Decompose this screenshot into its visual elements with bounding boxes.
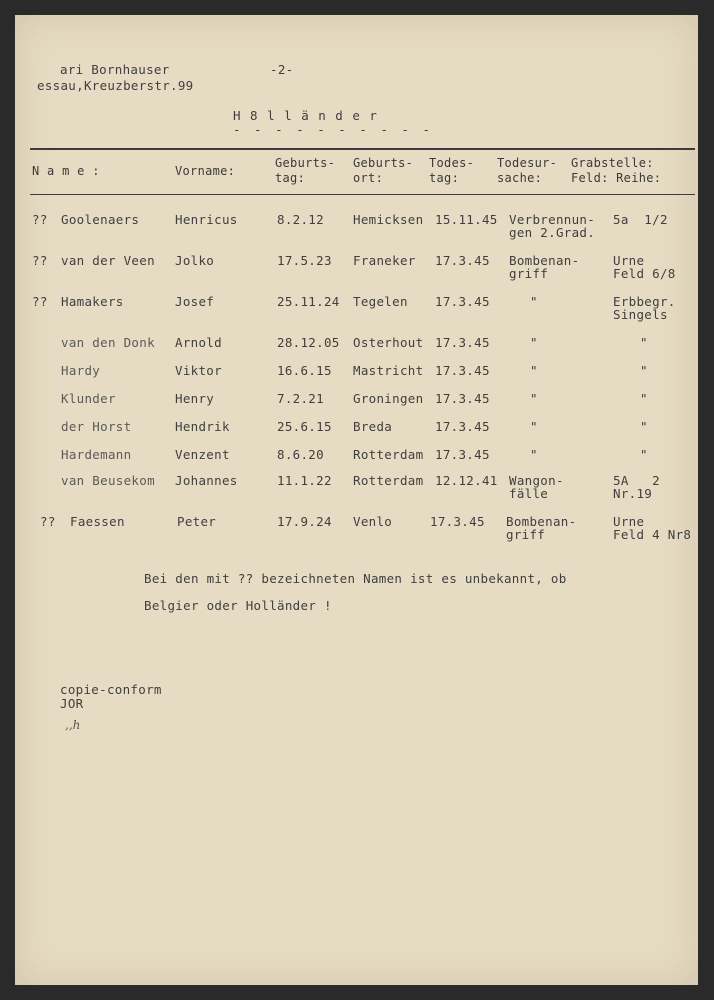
- cell-vorname: Arnold: [175, 335, 222, 350]
- cell-geburtsort: Rotterdam: [353, 447, 424, 462]
- cell-grab: 5A 2 Nr.19: [613, 473, 660, 501]
- cell-grab: Urne Feld 6/8: [613, 253, 676, 281]
- cell-name: van Beusekom: [61, 473, 155, 488]
- cell-grab: 5a 1/2: [613, 212, 668, 227]
- cell-mark: ??: [32, 294, 48, 309]
- cell-ursache: ": [530, 335, 538, 350]
- column-header-grabstelle: Grabstelle: Feld: Reihe:: [571, 156, 662, 185]
- initials: JOR: [60, 696, 84, 711]
- cell-todestag: 12.12.41: [435, 473, 498, 488]
- cell-vorname: Josef: [175, 294, 215, 309]
- cell-todestag: 17.3.45: [435, 335, 490, 350]
- cell-geburtsort: Hemicksen: [353, 212, 424, 227]
- cell-geburtsort: Franeker: [353, 253, 416, 268]
- column-header-vorname: Vorname:: [175, 164, 236, 178]
- cell-todestag: 17.3.45: [430, 514, 485, 529]
- cell-ursache: ": [530, 363, 538, 378]
- column-header-todesursache: Todesur- sache:: [497, 156, 558, 185]
- cell-geburtstag: 16.6.15: [277, 363, 332, 378]
- cell-name: Hardemann: [61, 447, 132, 462]
- copy-conform-line: copie-conform: [60, 682, 162, 697]
- cell-ursache: ": [530, 391, 538, 406]
- cell-todestag: 17.3.45: [435, 447, 490, 462]
- cell-todestag: 17.3.45: [435, 294, 490, 309]
- section-title-underline: - - - - - - - - - -: [233, 122, 433, 137]
- cell-name: Faessen: [70, 514, 125, 529]
- cell-name: van den Donk: [61, 335, 155, 350]
- cell-grab: ": [640, 363, 648, 378]
- cell-ursache: ": [530, 447, 538, 462]
- cell-geburtstag: 28.12.05: [277, 335, 340, 350]
- cell-geburtsort: Venlo: [353, 514, 393, 529]
- cell-grab: ": [640, 419, 648, 434]
- cell-vorname: Viktor: [175, 363, 222, 378]
- cell-name: van der Veen: [61, 253, 155, 268]
- cell-geburtstag: 25.6.15: [277, 419, 332, 434]
- sender-address: essau,Kreuzberstr.99: [37, 78, 194, 93]
- column-header-name: N a m e :: [32, 164, 100, 178]
- cell-geburtstag: 11.1.22: [277, 473, 332, 488]
- cell-geburtstag: 8.2.12: [277, 212, 324, 227]
- cell-todestag: 17.3.45: [435, 363, 490, 378]
- cell-mark: ??: [32, 212, 48, 227]
- cell-todestag: 17.3.45: [435, 419, 490, 434]
- cell-geburtstag: 7.2.21: [277, 391, 324, 406]
- cell-name: Hamakers: [61, 294, 124, 309]
- cell-geburtstag: 8.6.20: [277, 447, 324, 462]
- cell-geburtstag: 25.11.24: [277, 294, 340, 309]
- cell-geburtstag: 17.5.23: [277, 253, 332, 268]
- document-page: [15, 15, 698, 985]
- cell-mark: ??: [40, 514, 56, 529]
- cell-mark: ??: [32, 253, 48, 268]
- cell-grab: Erbbegr. Singels: [613, 294, 676, 322]
- column-header-geburtstag: Geburts- tag:: [275, 156, 336, 185]
- cell-vorname: Henry: [175, 391, 215, 406]
- table-top-rule: [30, 148, 695, 150]
- note-line-1: Bei den mit ?? bezeichneten Namen ist es unbekannt, ob: [144, 571, 567, 586]
- column-header-geburtsort: Geburts- ort:: [353, 156, 414, 185]
- cell-vorname: Venzent: [175, 447, 230, 462]
- cell-ursache: Wangon- fälle: [509, 473, 564, 501]
- cell-name: der Horst: [61, 419, 132, 434]
- cell-vorname: Jolko: [175, 253, 215, 268]
- table-header-rule: [30, 194, 695, 195]
- cell-todestag: 17.3.45: [435, 253, 490, 268]
- note-line-2: Belgier oder Holländer !: [144, 598, 332, 613]
- cell-ursache: Verbrennun- gen 2.Grad.: [509, 212, 596, 240]
- cell-grab: ": [640, 447, 648, 462]
- cell-ursache: Bombenan- griff: [506, 514, 577, 542]
- cell-geburtsort: Tegelen: [353, 294, 408, 309]
- cell-vorname: Hendrik: [175, 419, 230, 434]
- cell-vorname: Henricus: [175, 212, 238, 227]
- sender-name: ari Bornhauser: [60, 62, 170, 77]
- cell-name: Hardy: [61, 363, 101, 378]
- cell-geburtsort: Breda: [353, 419, 393, 434]
- cell-grab: ": [640, 335, 648, 350]
- cell-vorname: Peter: [177, 514, 217, 529]
- cell-todestag: 15.11.45: [435, 212, 498, 227]
- cell-grab: ": [640, 391, 648, 406]
- cell-geburtsort: Groningen: [353, 391, 424, 406]
- section-title: H 8 l l ä n d e r: [233, 108, 378, 123]
- cell-grab: Urne Feld 4 Nr8: [613, 514, 692, 542]
- cell-ursache: Bombenan- griff: [509, 253, 580, 281]
- cell-ursache: ": [530, 294, 538, 309]
- cell-todestag: 17.3.45: [435, 391, 490, 406]
- cell-geburtsort: Rotterdam: [353, 473, 424, 488]
- cell-name: Klunder: [61, 391, 116, 406]
- cell-ursache: ": [530, 419, 538, 434]
- cell-geburtsort: Osterhout: [353, 335, 424, 350]
- page-number: -2-: [270, 62, 294, 77]
- cell-name: Goolenaers: [61, 212, 140, 227]
- cell-geburtstag: 17.9.24: [277, 514, 332, 529]
- column-header-todestag: Todes- tag:: [429, 156, 475, 185]
- handwritten-mark: ,,h: [65, 718, 81, 732]
- cell-geburtsort: Mastricht: [353, 363, 424, 378]
- cell-vorname: Johannes: [175, 473, 238, 488]
